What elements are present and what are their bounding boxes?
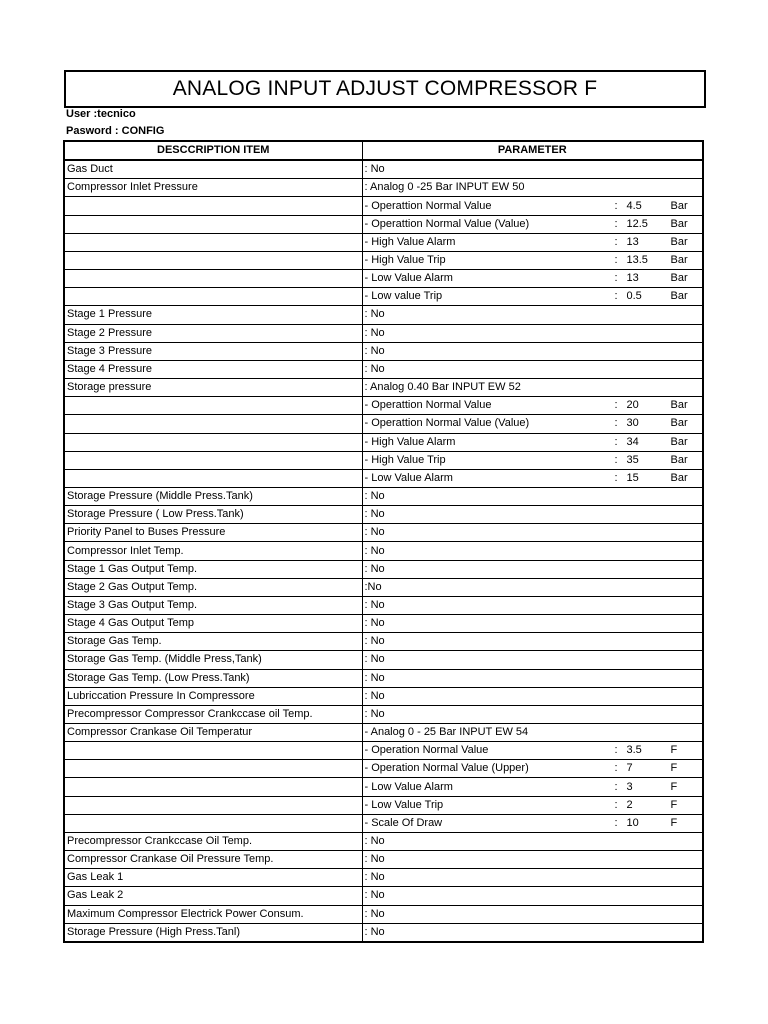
parameter-cell [362, 615, 703, 633]
table-row [64, 160, 703, 179]
parameter-cell [362, 379, 703, 397]
description-cell: Gas Leak 2 [64, 887, 362, 905]
parameter-label: : No [364, 544, 385, 557]
table-row [64, 506, 703, 524]
parameter-table [63, 140, 704, 943]
parameter-unit: F [670, 780, 678, 793]
table-row [64, 288, 703, 306]
parameter-cell [362, 796, 703, 814]
parameter-cell [362, 233, 703, 251]
parameter-label: : No [364, 562, 385, 575]
parameter-cell [362, 342, 703, 360]
table-row [64, 851, 703, 869]
parameter-label: - Operation Normal Value (Upper) [364, 762, 529, 775]
parameter-label: : No [364, 889, 385, 902]
description-cell: Gas Duct [64, 160, 362, 179]
table-row [64, 887, 703, 905]
table-row [64, 270, 703, 288]
value-separator: : [614, 762, 618, 775]
parameter-label: - Analog 0 - 25 Bar INPUT EW 54 [364, 726, 529, 739]
description-cell [64, 288, 362, 306]
value-separator: : [614, 471, 618, 484]
parameter-label: :No [364, 580, 382, 593]
parameter-label: : No [364, 163, 385, 176]
table-body [64, 160, 703, 942]
parameter-cell [362, 524, 703, 542]
table-row [64, 651, 703, 669]
table-row [64, 451, 703, 469]
parameter-label: - Scale Of Draw [364, 816, 443, 829]
table-row [64, 687, 703, 705]
table-row [64, 324, 703, 342]
parameter-unit: Bar [670, 217, 688, 230]
parameter-label: : No [364, 671, 385, 684]
parameter-value: 34 [626, 435, 639, 448]
value-separator: : [614, 217, 618, 230]
table-row [64, 469, 703, 487]
parameter-unit: Bar [670, 272, 688, 285]
description-cell [64, 796, 362, 814]
value-separator: : [614, 399, 618, 412]
table-row [64, 487, 703, 505]
parameter-cell [362, 360, 703, 378]
table-row [64, 233, 703, 251]
description-cell: Storage Gas Temp. [64, 633, 362, 651]
description-cell [64, 778, 362, 796]
parameter-value: 20 [626, 399, 639, 412]
parameter-unit: Bar [670, 453, 688, 466]
parameter-cell [362, 669, 703, 687]
parameter-label: : No [364, 835, 385, 848]
table-row [64, 578, 703, 596]
parameter-cell [362, 215, 703, 233]
value-separator: : [614, 199, 618, 212]
description-cell: Stage 2 Gas Output Temp. [64, 578, 362, 596]
description-cell: Storage Gas Temp. (Low Press.Tank) [64, 669, 362, 687]
value-separator: : [614, 254, 618, 267]
table-row [64, 669, 703, 687]
table-row [64, 542, 703, 560]
description-cell: Storage pressure [64, 379, 362, 397]
parameter-cell [362, 451, 703, 469]
table-row [64, 923, 703, 942]
parameter-unit: Bar [670, 471, 688, 484]
parameter-cell [362, 288, 703, 306]
parameter-cell [362, 724, 703, 742]
table-row [64, 760, 703, 778]
value-separator: : [614, 780, 618, 793]
parameter-cell [362, 887, 703, 905]
description-cell: Gas Leak 1 [64, 869, 362, 887]
parameter-label: : No [364, 617, 385, 630]
table-row [64, 433, 703, 451]
parameter-label: - Operattion Normal Value (Value) [364, 417, 530, 430]
parameter-cell [362, 687, 703, 705]
parameter-label: : No [364, 508, 385, 521]
parameter-cell [362, 433, 703, 451]
description-cell [64, 251, 362, 269]
parameter-cell [362, 397, 703, 415]
parameter-value: 10 [626, 816, 639, 829]
value-separator: : [614, 417, 618, 430]
table-row [64, 560, 703, 578]
description-cell: Stage 4 Pressure [64, 360, 362, 378]
parameter-label: - Low Value Alarm [364, 272, 453, 285]
parameter-label: : No [364, 635, 385, 648]
parameter-unit: Bar [670, 235, 688, 248]
parameter-value: 13 [626, 272, 639, 285]
parameter-label: : No [364, 598, 385, 611]
document-title: ANALOG INPUT ADJUST COMPRESSOR F [64, 70, 706, 108]
table-row [64, 524, 703, 542]
user-line: User :tecnico [66, 108, 136, 120]
parameter-cell [362, 651, 703, 669]
parameter-cell [362, 179, 703, 197]
table-row [64, 415, 703, 433]
parameter-value: 13 [626, 235, 639, 248]
parameter-unit: Bar [670, 399, 688, 412]
value-separator: : [614, 453, 618, 466]
parameter-label: : No [364, 871, 385, 884]
parameter-unit: F [670, 816, 678, 829]
parameter-cell [362, 270, 703, 288]
parameter-value: 2 [626, 798, 633, 811]
parameter-label: - Low Value Alarm [364, 780, 453, 793]
table-row [64, 633, 703, 651]
parameter-label: : Analog 0.40 Bar INPUT EW 52 [364, 381, 521, 394]
value-separator: : [614, 272, 618, 285]
parameter-cell [362, 905, 703, 923]
table-row [64, 360, 703, 378]
description-cell: Storage Gas Temp. (Middle Press,Tank) [64, 651, 362, 669]
description-cell [64, 433, 362, 451]
parameter-value: 3.5 [626, 744, 642, 757]
parameter-cell [362, 705, 703, 723]
parameter-unit: Bar [670, 199, 688, 212]
parameter-cell [362, 869, 703, 887]
parameter-cell [362, 923, 703, 942]
parameter-cell [362, 160, 703, 179]
parameter-unit: Bar [670, 254, 688, 267]
parameter-unit: Bar [670, 435, 688, 448]
parameter-cell [362, 760, 703, 778]
description-cell: Stage 4 Gas Output Temp [64, 615, 362, 633]
description-cell: Stage 1 Gas Output Temp. [64, 560, 362, 578]
parameter-cell [362, 306, 703, 324]
description-cell: Compressor Crankase Oil Pressure Temp. [64, 851, 362, 869]
parameter-value: 0.5 [626, 290, 642, 303]
description-cell [64, 270, 362, 288]
table-row [64, 251, 703, 269]
description-cell: Stage 1 Pressure [64, 306, 362, 324]
description-cell [64, 215, 362, 233]
description-cell: Stage 2 Pressure [64, 324, 362, 342]
parameter-label: - Operation Normal Value [364, 744, 489, 757]
parameter-value: 30 [626, 417, 639, 430]
table-row [64, 197, 703, 215]
parameter-value: 12.5 [626, 217, 648, 230]
parameter-unit: Bar [670, 417, 688, 430]
table-row [64, 814, 703, 832]
parameter-unit: F [670, 798, 678, 811]
parameter-label: - High Value Trip [364, 453, 446, 466]
parameter-cell [362, 633, 703, 651]
parameter-value: 7 [626, 762, 633, 775]
description-cell: Compressor Inlet Pressure [64, 179, 362, 197]
value-separator: : [614, 235, 618, 248]
parameter-label: - Operattion Normal Value (Value) [364, 217, 530, 230]
table-row [64, 869, 703, 887]
parameter-label: - Operattion Normal Value [364, 399, 492, 412]
parameter-cell [362, 578, 703, 596]
parameter-label: : No [364, 653, 385, 666]
parameter-cell [362, 542, 703, 560]
table-row [64, 397, 703, 415]
table-row [64, 615, 703, 633]
table-row [64, 905, 703, 923]
parameter-label: : No [364, 925, 385, 938]
description-cell [64, 451, 362, 469]
description-cell: Lubriccation Pressure In Compressore [64, 687, 362, 705]
parameter-value: 35 [626, 453, 639, 466]
table-row [64, 379, 703, 397]
value-separator: : [614, 744, 618, 757]
description-cell: Compressor Crankase Oil Temperatur [64, 724, 362, 742]
parameter-cell [362, 778, 703, 796]
description-cell: Storage Pressure (Middle Press.Tank) [64, 487, 362, 505]
parameter-cell [362, 742, 703, 760]
description-cell [64, 742, 362, 760]
parameter-cell [362, 832, 703, 850]
parameter-value: 13.5 [626, 254, 648, 267]
parameter-unit: Bar [670, 290, 688, 303]
description-cell [64, 415, 362, 433]
parameter-label: : No [364, 344, 385, 357]
description-cell [64, 233, 362, 251]
parameter-cell [362, 560, 703, 578]
parameter-label: : No [364, 362, 385, 375]
parameter-cell [362, 415, 703, 433]
value-separator: : [614, 290, 618, 303]
parameter-label: - Operattion Normal Value [364, 199, 492, 212]
parameter-header: PARAMETER [362, 141, 703, 160]
parameter-value: 3 [626, 780, 633, 793]
parameter-label: : No [364, 853, 385, 866]
table-row [64, 796, 703, 814]
description-cell [64, 814, 362, 832]
description-cell: Stage 3 Pressure [64, 342, 362, 360]
description-cell: Compressor Inlet Temp. [64, 542, 362, 560]
table-header-row [64, 141, 703, 160]
table-row [64, 306, 703, 324]
parameter-cell [362, 469, 703, 487]
description-cell: Maximum Compressor Electrick Power Consum. [64, 905, 362, 923]
parameter-cell [362, 851, 703, 869]
parameter-label: - Low value Trip [364, 290, 443, 303]
description-cell: Storage Pressure (High Press.Tanl) [64, 923, 362, 942]
parameter-cell [362, 324, 703, 342]
parameter-label: : No [364, 308, 385, 321]
parameter-value: 15 [626, 471, 639, 484]
description-cell: Priority Panel to Buses Pressure [64, 524, 362, 542]
parameter-label: : No [364, 490, 385, 503]
parameter-unit: F [670, 762, 678, 775]
table-row [64, 596, 703, 614]
value-separator: : [614, 798, 618, 811]
description-header: DESCCRIPTION ITEM [64, 141, 362, 160]
parameter-label: - High Value Trip [364, 254, 446, 267]
parameter-cell [362, 487, 703, 505]
table-row [64, 215, 703, 233]
parameter-cell [362, 251, 703, 269]
parameter-cell [362, 814, 703, 832]
parameter-unit: F [670, 744, 678, 757]
description-cell [64, 197, 362, 215]
parameter-label: : No [364, 907, 385, 920]
parameter-label: - Low Value Trip [364, 798, 444, 811]
table-row [64, 778, 703, 796]
parameter-cell [362, 197, 703, 215]
password-line: Pasword : CONFIG [66, 125, 165, 137]
parameter-label: : No [364, 526, 385, 539]
parameter-cell [362, 596, 703, 614]
table-row [64, 179, 703, 197]
parameter-cell [362, 506, 703, 524]
table-row [64, 705, 703, 723]
table-row [64, 342, 703, 360]
table-row [64, 742, 703, 760]
parameter-value: 4.5 [626, 199, 642, 212]
parameter-label: : Analog 0 -25 Bar INPUT EW 50 [364, 181, 525, 194]
description-cell: Precompressor Crankccase Oil Temp. [64, 832, 362, 850]
parameter-label: - Low Value Alarm [364, 471, 453, 484]
parameter-label: : No [364, 689, 385, 702]
parameter-label: - High Value Alarm [364, 235, 456, 248]
description-cell: Stage 3 Gas Output Temp. [64, 596, 362, 614]
description-cell [64, 760, 362, 778]
parameter-label: : No [364, 326, 385, 339]
description-cell: Storage Pressure ( Low Press.Tank) [64, 506, 362, 524]
parameter-label: - High Value Alarm [364, 435, 456, 448]
parameter-label: : No [364, 707, 385, 720]
value-separator: : [614, 435, 618, 448]
description-cell [64, 397, 362, 415]
table-row [64, 724, 703, 742]
description-cell: Precompressor Compressor Crankccase oil Temp. [64, 705, 362, 723]
description-cell [64, 469, 362, 487]
value-separator: : [614, 816, 618, 829]
table-row [64, 832, 703, 850]
